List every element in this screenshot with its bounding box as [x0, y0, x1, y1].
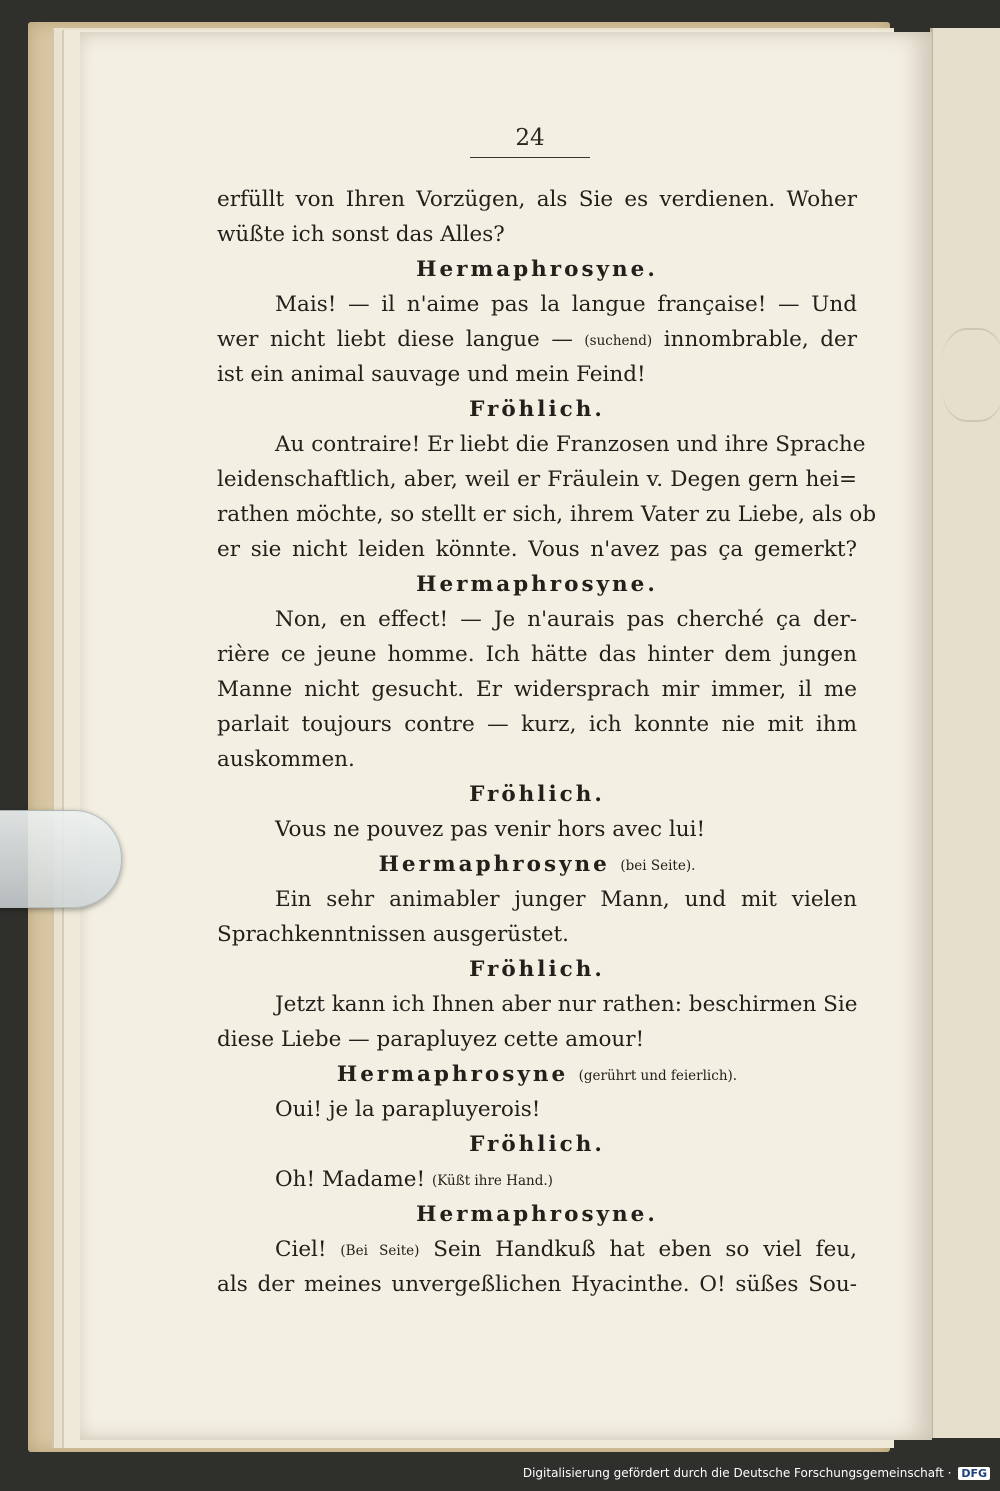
credit-text: Digitalisierung gefördert durch die Deutsche Forschungsgemeinschaft [522, 1466, 944, 1480]
text-line [217, 1232, 857, 1267]
speaker-name: Hermaphrosyne. [416, 1202, 658, 1227]
text-line [217, 1267, 857, 1302]
line-text: Oui! je la parapluyerois! [275, 1097, 541, 1122]
line-text: als der meines unvergeßlichen Hyacinthe. O! süßes Sou- [217, 1272, 857, 1297]
speaker-name: Fröhlich. [469, 957, 605, 982]
line-text: Ciel! [275, 1237, 341, 1262]
text-line [217, 637, 857, 672]
line-text: Jetzt kann ich Ihnen aber nur rathen: beschirmen Sie [275, 992, 858, 1017]
line-text: rière ce jeune homme. Ich hätte das hinter dem jungen [217, 642, 857, 667]
text-line [217, 357, 857, 392]
stage-direction: (suchend) [584, 333, 653, 349]
text-line [217, 882, 857, 917]
line-text: wüßte ich sonst das Alles? [217, 222, 505, 247]
text-line [217, 322, 857, 357]
text-line [217, 497, 877, 532]
line-text: rathen möchte, so stellt er sich, ihrem Vater zu Liebe, als ob [217, 502, 877, 527]
text-line [217, 777, 857, 812]
text-line [217, 602, 857, 637]
line-text: parlait toujours contre — kurz, ich konnte nie mit ihm [217, 712, 857, 737]
line-text: Au contraire! Er liebt die Franzosen und ihre Sprache [275, 432, 866, 457]
stage-direction: (Bei Seite) [340, 1243, 420, 1259]
speaker-name: Fröhlich. [469, 1132, 605, 1157]
text-line [217, 1197, 857, 1232]
line-text: innombrable, der [652, 327, 857, 352]
line-text: Non, en effect! — Je n'aurais pas cherché ça der- [275, 607, 857, 632]
text-line [217, 987, 857, 1022]
text-line [217, 1127, 857, 1162]
text-line [217, 707, 857, 742]
line-text: Sprachkenntnissen ausgerüstet. [217, 922, 569, 947]
line-text: auskommen. [217, 747, 355, 772]
text-line [217, 917, 857, 952]
text-line [217, 1057, 857, 1092]
line-text: erfüllt von Ihren Vorzügen, als Sie es verdienen. Woher [217, 187, 857, 212]
speaker-name: Fröhlich. [469, 782, 605, 807]
text-line [217, 427, 866, 462]
binding-cord [941, 328, 1000, 422]
line-text: wer nicht liebt diese langue — [217, 327, 585, 352]
text-line [217, 1022, 857, 1057]
dfg-logo: DFG [958, 1467, 990, 1480]
line-text: Ein sehr animabler junger Mann, und mit vielen [275, 887, 857, 912]
digitization-credit: Digitalisierung gefördert durch die Deutsche Forschungsgemeinschaft · DFG [523, 1466, 990, 1480]
speaker-name: Fröhlich. [469, 397, 605, 422]
line-text: Sein Handkuß hat eben so viel feu, [419, 1237, 857, 1262]
line-text: Oh! Madame! [275, 1167, 432, 1192]
stage-direction: (bei Seite). [620, 858, 696, 874]
text-line [217, 217, 857, 252]
text-line [217, 847, 857, 882]
speaker-name: Hermaphrosyne. [416, 572, 658, 597]
line-text: Manne nicht gesucht. Er widersprach mir immer, il me [217, 677, 857, 702]
facing-page-edge [930, 28, 1000, 1438]
line-text: Vous ne pouvez pas venir hors avec lui! [275, 817, 706, 842]
text-line [217, 182, 857, 217]
page-body-text [217, 182, 877, 1302]
text-line [217, 567, 857, 602]
speaker-name: Hermaphrosyne [336, 1062, 579, 1087]
page-number-rule [470, 157, 590, 158]
text-line [217, 392, 857, 427]
text-line [217, 532, 857, 567]
speaker-name: Hermaphrosyne [378, 852, 621, 877]
text-line [217, 287, 857, 322]
stage-direction: (Küßt ihre Hand.) [431, 1173, 553, 1189]
text-line [217, 462, 857, 497]
line-text: er sie nicht leiden könnte. Vous n'avez pas ça gemerkt? [217, 537, 857, 562]
text-line [217, 252, 857, 287]
text-line [217, 812, 857, 847]
page-number: 24 [515, 125, 545, 151]
line-text: leidenschaftlich, aber, weil er Fräulein v. Degen gern hei= [217, 467, 857, 492]
line-text: ist ein animal sauvage und mein Feind! [217, 362, 646, 387]
text-line [217, 1162, 857, 1197]
line-text: diese Liebe — parapluyez cette amour! [217, 1027, 645, 1052]
text-line [217, 1092, 857, 1127]
text-line [217, 742, 857, 777]
text-line [217, 952, 857, 987]
page-clip [0, 810, 122, 908]
line-text: Mais! — il n'aime pas la langue française! — Und [275, 292, 857, 317]
text-line [217, 672, 857, 707]
stage-direction: (gerührt und feierlich). [578, 1068, 738, 1084]
speaker-name: Hermaphrosyne. [416, 257, 658, 282]
